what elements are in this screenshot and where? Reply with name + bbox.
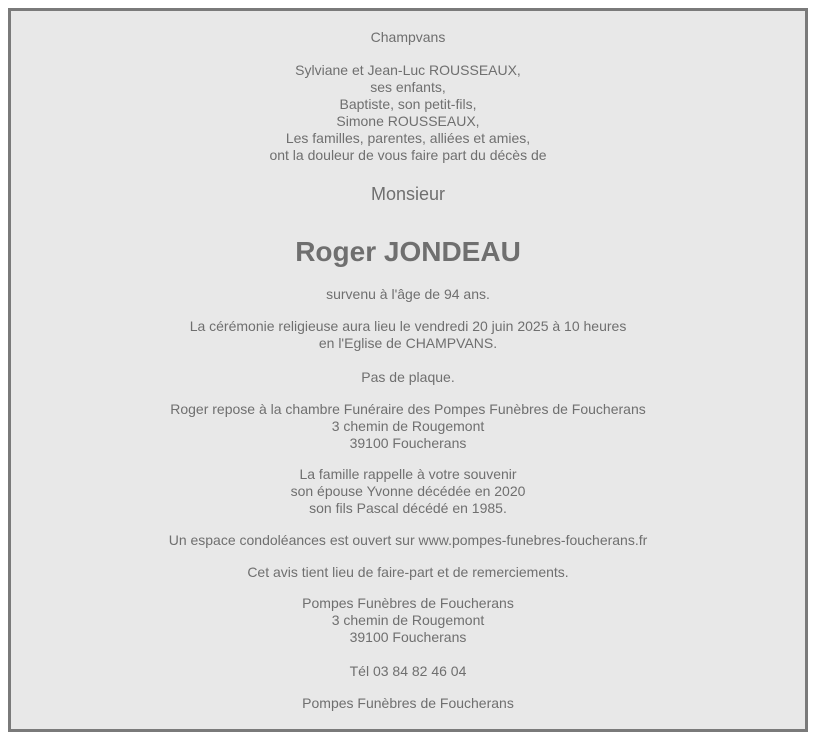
condolences-line bbox=[11, 532, 805, 549]
civility bbox=[11, 183, 805, 205]
announcer-line: Sylviane et Jean-Luc ROUSSEAUX, bbox=[295, 62, 521, 78]
funeral-home-line: 39100 Foucherans bbox=[349, 629, 467, 645]
remembrance-block bbox=[11, 466, 805, 517]
announcer-line: Baptiste, son petit-fils, bbox=[339, 96, 477, 112]
rest-place-block bbox=[11, 401, 805, 452]
announcer-line: Simone ROUSSEAUX, bbox=[336, 113, 480, 129]
funeral-home-block bbox=[11, 595, 805, 646]
phone-line bbox=[11, 663, 805, 680]
announcer-line: ses enfants, bbox=[370, 79, 446, 95]
signature-text: Pompes Funèbres de Foucherans bbox=[302, 695, 514, 711]
remembrance-line: La famille rappelle à votre souvenir bbox=[299, 466, 517, 482]
deceased-name bbox=[11, 236, 805, 268]
announcers-block bbox=[11, 62, 805, 164]
signature-line bbox=[11, 695, 805, 712]
remembrance-line: son épouse Yvonne décédée en 2020 bbox=[290, 483, 526, 499]
age-text: survenu à l'âge de 94 ans. bbox=[326, 286, 490, 302]
funeral-home-line: Pompes Funèbres de Foucherans bbox=[302, 595, 514, 611]
deceased-name-text: Roger JONDEAU bbox=[295, 236, 521, 267]
ceremony-block bbox=[11, 318, 805, 352]
plaque-text: Pas de plaque. bbox=[361, 369, 455, 385]
funeral-home-line: 3 chemin de Rougemont bbox=[331, 612, 485, 628]
civility-text: Monsieur bbox=[370, 184, 446, 204]
announcer-line: ont la douleur de vous faire part du décès de bbox=[269, 147, 547, 163]
rest-place-line: 3 chemin de Rougemont bbox=[331, 418, 485, 434]
obituary-notice bbox=[8, 8, 808, 732]
rest-place-line: Roger repose à la chambre Funéraire des Pompes Funèbres de Foucherans bbox=[170, 401, 646, 417]
age-line bbox=[11, 286, 805, 303]
town-text: Champvans bbox=[370, 29, 446, 45]
plaque-line bbox=[11, 369, 805, 386]
ceremony-line: en l'Eglise de CHAMPVANS. bbox=[318, 335, 498, 351]
announcer-line: Les familles, parentes, alliées et amies, bbox=[285, 130, 531, 146]
phone-text: Tél 03 84 82 46 04 bbox=[349, 663, 467, 679]
notice-line bbox=[11, 564, 805, 581]
ceremony-line: La cérémonie religieuse aura lieu le vendredi 20 juin 2025 à 10 heures bbox=[189, 318, 627, 334]
remembrance-line: son fils Pascal décédé en 1985. bbox=[309, 500, 507, 516]
town bbox=[11, 29, 805, 46]
condolences-text: Un espace condoléances est ouvert sur www.pompes-funebres-foucherans.fr bbox=[168, 532, 648, 548]
notice-text: Cet avis tient lieu de faire-part et de remerciements. bbox=[247, 564, 569, 580]
rest-place-line: 39100 Foucherans bbox=[349, 435, 467, 451]
